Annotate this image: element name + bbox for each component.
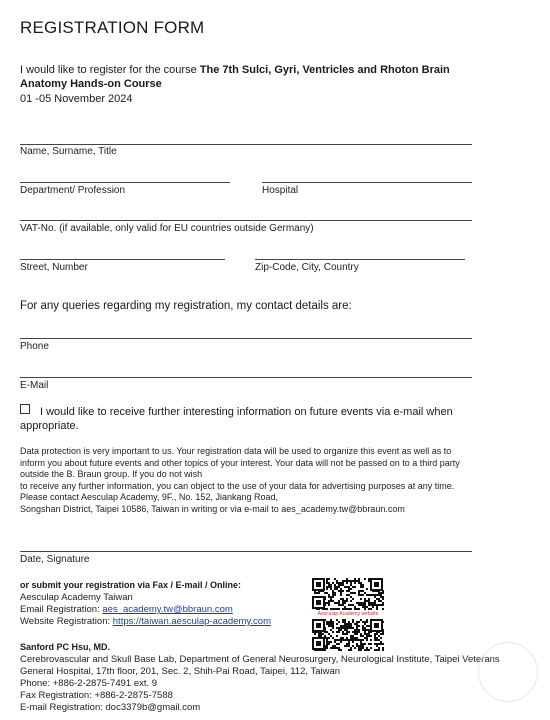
course-intro — [20, 63, 480, 91]
dp-line: inform you about future events and other topics of your interest. Your data will not be passed on to a third party — [20, 457, 460, 468]
contact-name: Sanford PC Hsu, MD. — [20, 642, 111, 652]
signature-line[interactable] — [20, 551, 472, 552]
dp-line: to receive any further information, you can object to the use of your data for advertising purposes at any time. — [20, 480, 455, 491]
qr-caption: Aesculap Academy website — [317, 611, 379, 617]
contact-address: General Hospital, 17th floor, 201, Sec. 2, Shih-Pai Road, Taipei, 112, Taiwan — [20, 666, 341, 677]
name-label: Name, Surname, Title — [20, 146, 117, 157]
qr-code-icon[interactable] — [312, 578, 384, 610]
newsletter-checkbox[interactable] — [20, 404, 30, 414]
phone-line[interactable] — [20, 338, 472, 339]
newsletter-option-line2: appropriate. — [20, 420, 79, 432]
vat-line[interactable] — [20, 220, 472, 221]
signature-label: Date, Signature — [20, 554, 90, 565]
dp-line: Please contact Aesculap Academy, 9F., No. 152, Jiankang Road, — [20, 492, 278, 503]
submit-web-label: Website Registration: — [20, 616, 113, 627]
street-line[interactable] — [20, 259, 225, 260]
newsletter-option-line1: I would like to receive further interesting information on future events via e-mail when — [40, 406, 453, 418]
submit-web-row — [20, 616, 271, 627]
name-line[interactable] — [20, 144, 472, 145]
stamp-watermark-icon — [478, 642, 538, 702]
submit-email-row — [20, 604, 233, 615]
contact-intro: For any queries regarding my registration, my contact details are: — [20, 300, 352, 312]
contact-email: E-mail Registration: doc3379b@gmail.com — [20, 702, 201, 713]
contact-dept: Cerebrovascular and Skull Base Lab, Department of General Neurosurgery, Neurological Institute, Taipei Veterans — [20, 654, 500, 665]
submit-org: Aesculap Academy Taiwan — [20, 592, 133, 603]
contact-fax: Fax Registration: +886-2-2875-7588 — [20, 690, 173, 701]
email-line[interactable] — [20, 377, 472, 378]
form-title: REGISTRATION FORM — [20, 18, 205, 37]
newsletter-option — [20, 405, 470, 433]
course-dates: 01 -05 November 2024 — [20, 93, 133, 105]
department-line[interactable] — [20, 182, 230, 183]
submit-email-label: Email Registration: — [20, 604, 103, 615]
contact-phone: Phone: +886-2-2875-7491 ext. 9 — [20, 678, 158, 689]
submit-heading: or submit your registration via Fax / E-mail / Online: — [20, 580, 242, 590]
dp-line: Data protection is very important to us. Your registration data will be used to organize this event as well as to — [20, 446, 452, 456]
zip-label: Zip-Code, City, Country — [255, 262, 359, 273]
dp-line: Songshan District, Taipei 10586, Taiwan in writing or via e-mail to aes_academy.tw@bbraun.com — [20, 503, 405, 514]
submit-web-link[interactable]: https://taiwan.aesculap-academy.com — [112, 616, 271, 627]
submit-email-link[interactable]: aes_academy.tw@bbraun.com — [102, 604, 233, 615]
dp-line: outside the B. Braun group. If you do not wish — [20, 469, 203, 480]
street-label: Street, Number — [20, 262, 88, 273]
department-label: Department/ Profession — [20, 185, 126, 196]
intro-prefix: I would like to register for the course — [20, 64, 200, 76]
phone-label: Phone — [20, 341, 49, 352]
qr-code-icon[interactable] — [312, 619, 384, 651]
data-protection-text — [20, 446, 475, 516]
email-label: E-Mail — [20, 380, 49, 391]
course-name: The 7th Sulci, Gyri, Ventricles and Rhoton Brain Anatomy Hands-on Course — [20, 64, 450, 90]
hospital-label: Hospital — [262, 185, 299, 196]
zip-line[interactable] — [255, 259, 465, 260]
vat-label: VAT-No. (if available, only valid for EU countries outside Germany) — [20, 223, 314, 234]
hospital-line[interactable] — [262, 182, 472, 183]
